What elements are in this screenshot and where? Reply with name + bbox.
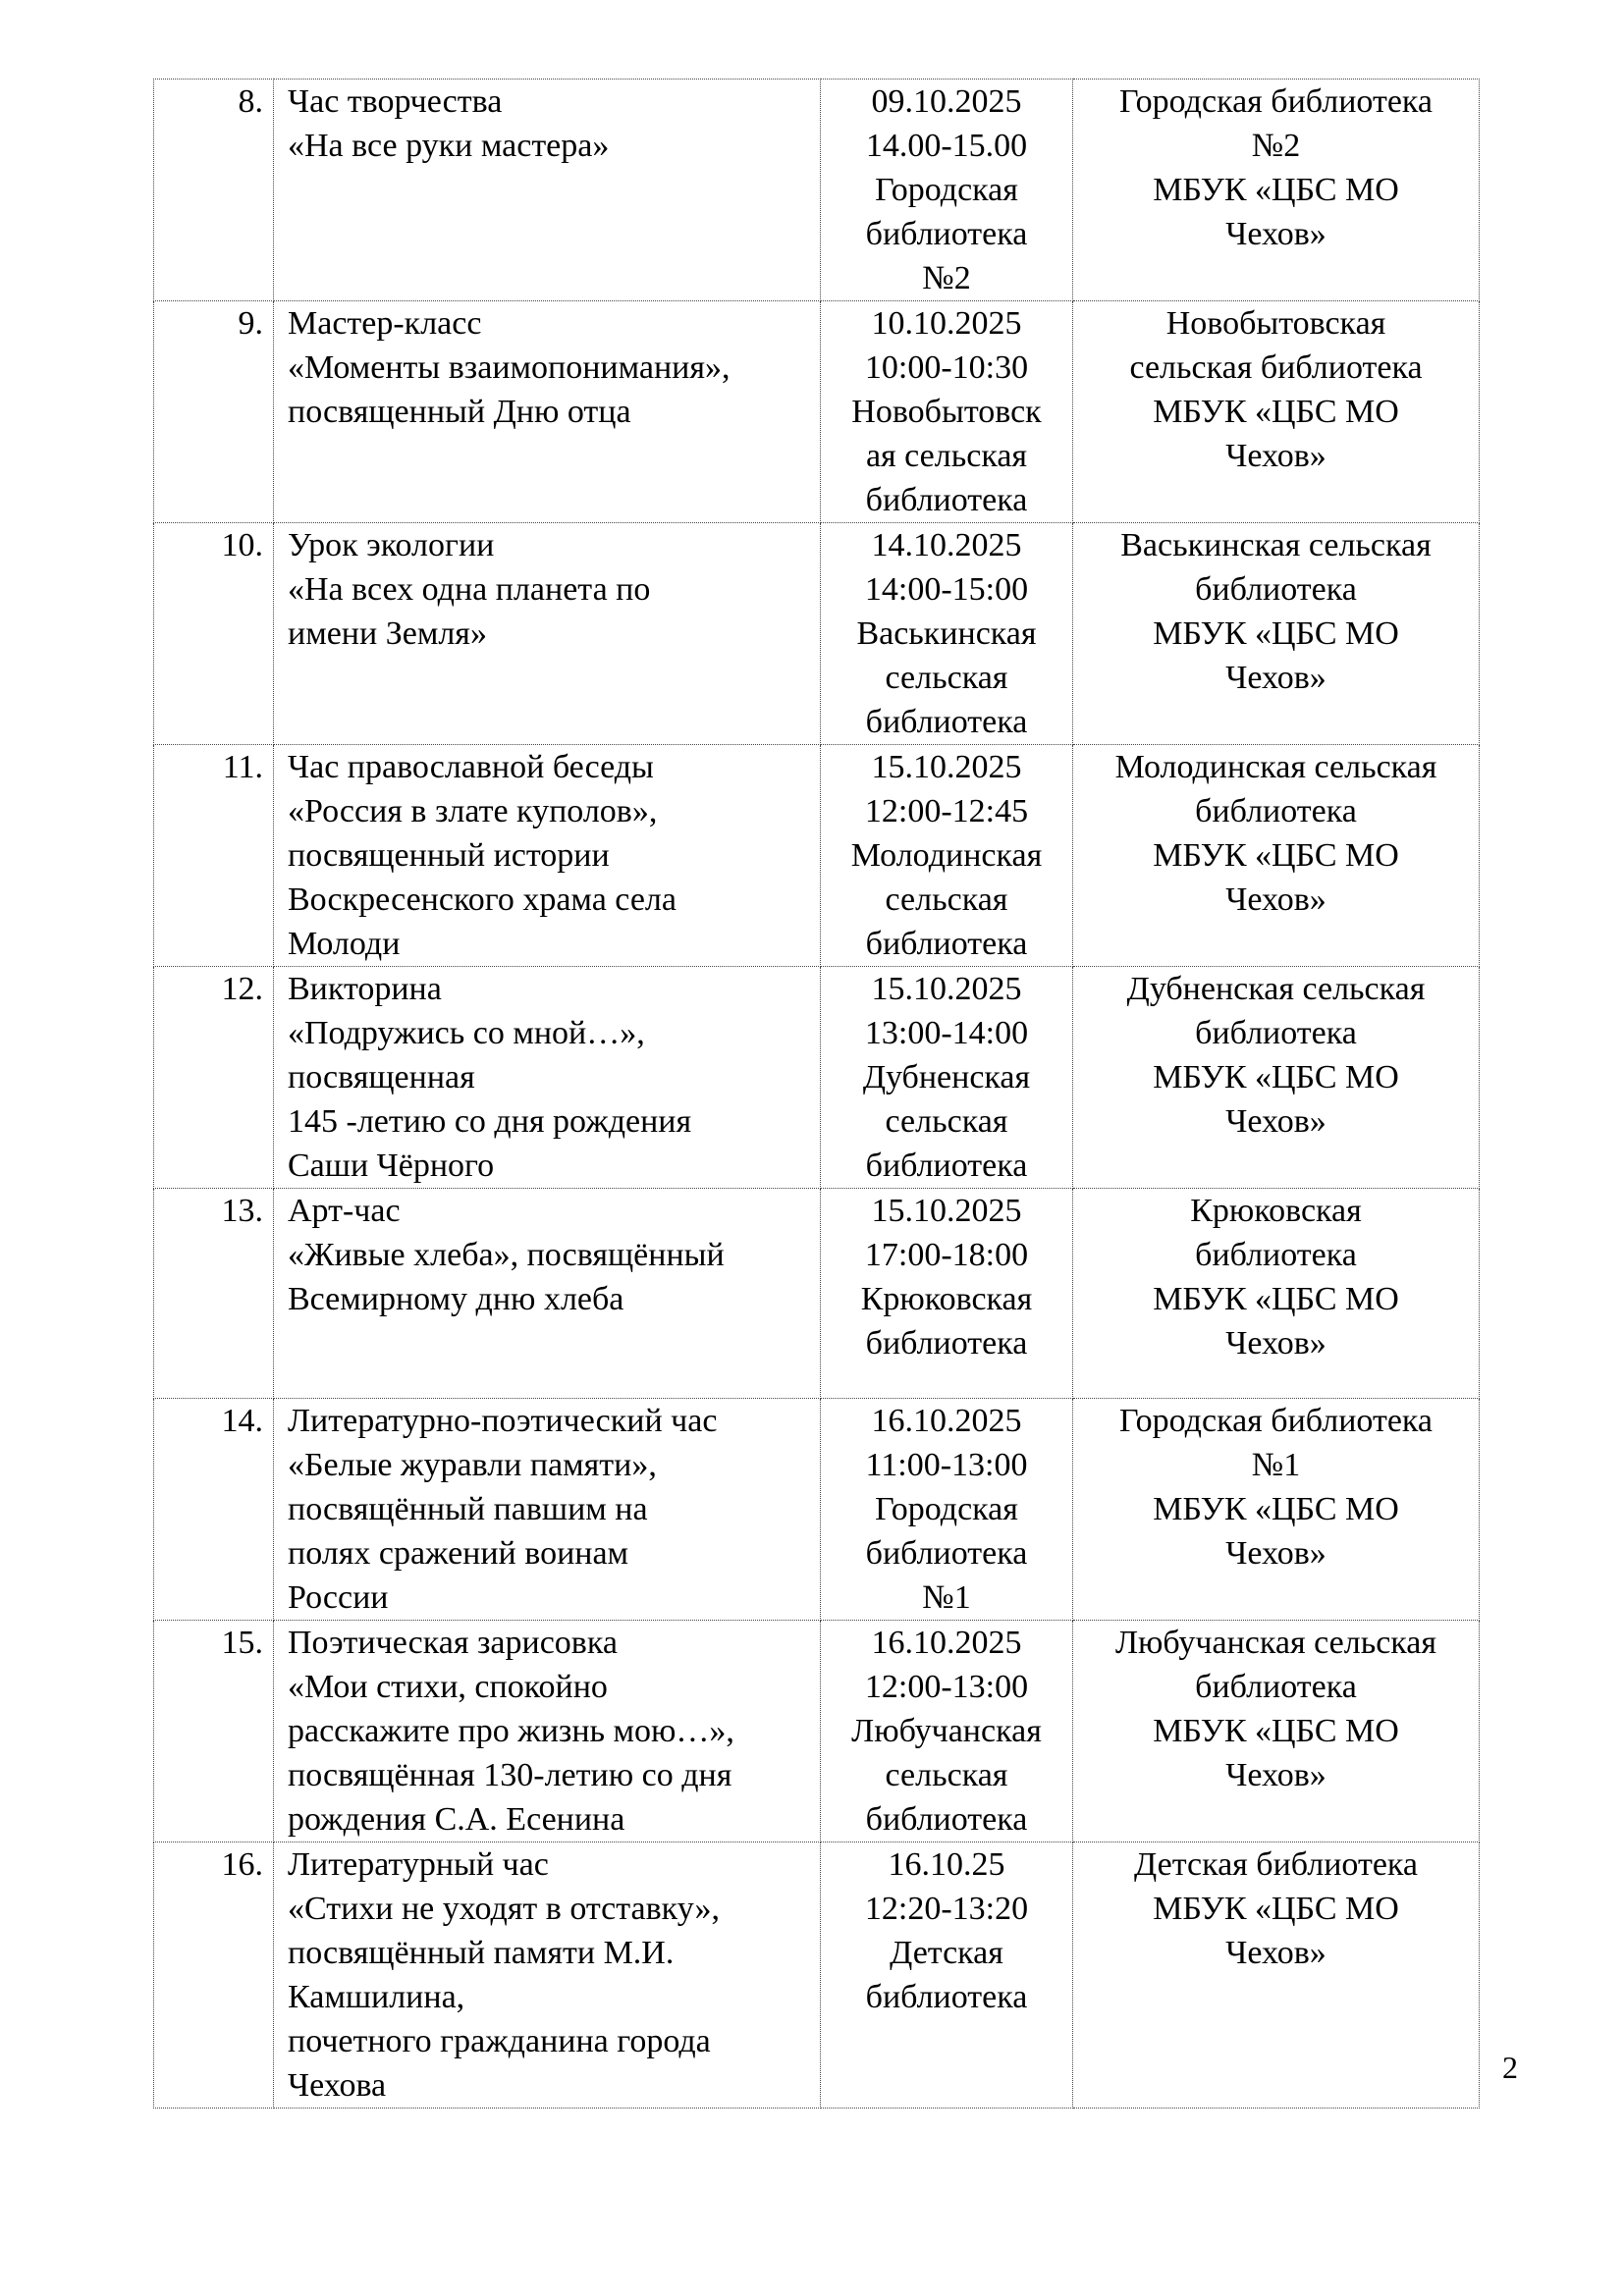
event-title-cell bbox=[274, 301, 821, 523]
event-datetime-line: №1 bbox=[922, 1579, 971, 1616]
event-datetime-line: Городская bbox=[875, 172, 1018, 208]
event-title-line: Камшилина, bbox=[288, 1979, 465, 2015]
event-title-line: полях сражений воинам bbox=[288, 1535, 629, 1572]
event-title-line: почетного гражданина города bbox=[288, 2023, 711, 2059]
event-title-line: «Подружись со мной…», bbox=[288, 1015, 645, 1051]
event-datetime-line: библиотека bbox=[865, 1325, 1028, 1362]
organizer-cell bbox=[1073, 80, 1480, 301]
organizer-line: Чехов» bbox=[1225, 881, 1326, 918]
event-datetime-line: Крюковская bbox=[860, 1281, 1033, 1317]
row-number: 9. bbox=[154, 301, 274, 523]
row-number: 16. bbox=[154, 1842, 274, 2109]
event-title-cell bbox=[274, 967, 821, 1189]
event-datetime-line: 15.10.2025 bbox=[871, 1193, 1022, 1229]
organizer-line: библиотека bbox=[1195, 1237, 1357, 1273]
event-datetime-line: №2 bbox=[922, 260, 971, 296]
organizer-cell bbox=[1073, 1842, 1480, 2109]
organizer-line: Новобытовская bbox=[1165, 305, 1386, 342]
row-number: 8. bbox=[154, 80, 274, 301]
event-datetime-line: сельская bbox=[885, 660, 1008, 696]
event-datetime-line: 12:20-13:20 bbox=[864, 1891, 1029, 1927]
table-row bbox=[154, 1842, 1480, 2109]
table-row bbox=[154, 80, 1480, 301]
organizer-line: МБУК «ЦБС МО bbox=[1153, 172, 1399, 208]
event-datetime-line: сельская bbox=[885, 1103, 1008, 1140]
event-title-line: Час православной беседы bbox=[288, 749, 654, 785]
organizer-line: Городская библиотека bbox=[1118, 1403, 1433, 1439]
event-datetime-cell bbox=[821, 1842, 1073, 2109]
event-datetime-cell bbox=[821, 80, 1073, 301]
event-datetime-line: 17:00-18:00 bbox=[864, 1237, 1029, 1273]
event-datetime-line: Любучанская bbox=[851, 1713, 1042, 1749]
event-title-cell bbox=[274, 1621, 821, 1842]
organizer-line: Городская библиотека bbox=[1118, 83, 1433, 120]
organizer-line: библиотека bbox=[1195, 1015, 1357, 1051]
event-title-line: Час творчества bbox=[288, 83, 503, 120]
organizer-cell bbox=[1073, 301, 1480, 523]
event-datetime-line: Детская bbox=[890, 1935, 1003, 1971]
table-row bbox=[154, 745, 1480, 967]
row-number: 15. bbox=[154, 1621, 274, 1842]
organizer-cell bbox=[1073, 967, 1480, 1189]
event-datetime-line: библиотека bbox=[865, 1979, 1028, 2015]
event-datetime-line: Городская bbox=[875, 1491, 1018, 1527]
event-datetime-line: Новобытовск bbox=[851, 394, 1042, 430]
organizer-line: №1 bbox=[1251, 1447, 1301, 1483]
event-title-line: имени Земля» bbox=[288, 615, 487, 652]
row-number: 13. bbox=[154, 1189, 274, 1399]
events-table bbox=[153, 79, 1480, 2109]
event-datetime-line: библиотека bbox=[865, 1148, 1028, 1184]
event-title-cell bbox=[274, 80, 821, 301]
organizer-line: библиотека bbox=[1195, 571, 1357, 608]
event-datetime-cell bbox=[821, 967, 1073, 1189]
organizer-line: МБУК «ЦБС МО bbox=[1153, 1059, 1399, 1095]
event-title-line: Саши Чёрного bbox=[288, 1148, 495, 1184]
event-title-line: «Стихи не уходят в отставку», bbox=[288, 1891, 721, 1927]
event-title-line: посвящённая 130-летию со дня bbox=[288, 1757, 732, 1793]
organizer-line: №2 bbox=[1251, 128, 1301, 164]
event-title-line: Поэтическая зарисовка bbox=[288, 1625, 618, 1661]
organizer-line: Молодинская сельская bbox=[1114, 749, 1437, 785]
event-title-line: расскажите про жизнь мою…», bbox=[288, 1713, 734, 1749]
organizer-line: МБУК «ЦБС МО bbox=[1153, 1713, 1399, 1749]
organizer-line: Любучанская сельская bbox=[1114, 1625, 1437, 1661]
organizer-line: Чехов» bbox=[1225, 1535, 1326, 1572]
event-datetime-line: 15.10.2025 bbox=[871, 749, 1022, 785]
event-title-line: «Белые журавли памяти», bbox=[288, 1447, 657, 1483]
organizer-line: Чехов» bbox=[1225, 1757, 1326, 1793]
event-datetime-line: ая сельская bbox=[865, 438, 1028, 474]
row-number: 10. bbox=[154, 523, 274, 745]
organizer-line: МБУК «ЦБС МО bbox=[1153, 1891, 1399, 1927]
organizer-line: Детская библиотека bbox=[1134, 1846, 1418, 1883]
event-title-line: Урок экологии bbox=[288, 527, 495, 563]
organizer-line: Чехов» bbox=[1225, 1103, 1326, 1140]
event-datetime-cell bbox=[821, 1399, 1073, 1621]
event-datetime-line: Дубненская bbox=[862, 1059, 1031, 1095]
event-datetime-line: библиотека bbox=[865, 1801, 1028, 1838]
organizer-line: Чехов» bbox=[1225, 1935, 1326, 1971]
organizer-line: Чехов» bbox=[1225, 1325, 1326, 1362]
event-title-line: Литературно-поэтический час bbox=[288, 1403, 718, 1439]
event-title-line: «Россия в злате куполов», bbox=[288, 793, 658, 829]
organizer-cell bbox=[1073, 523, 1480, 745]
event-datetime-line: 13:00-14:00 bbox=[864, 1015, 1029, 1051]
event-datetime-line: библиотека bbox=[865, 926, 1028, 962]
organizer-line: Васькинская сельская bbox=[1120, 527, 1432, 563]
event-title-line: Арт-час bbox=[288, 1193, 401, 1229]
event-datetime-line: библиотека bbox=[865, 1535, 1028, 1572]
organizer-line: Чехов» bbox=[1225, 438, 1326, 474]
organizer-line: Чехов» bbox=[1225, 216, 1326, 252]
event-datetime-cell bbox=[821, 1189, 1073, 1399]
organizer-line: МБУК «ЦБС МО bbox=[1153, 394, 1399, 430]
event-title-line: Воскресенского храма села bbox=[288, 881, 677, 918]
event-title-line: посвящённый памяти М.И. bbox=[288, 1935, 675, 1971]
event-datetime-line: 11:00-13:00 bbox=[865, 1447, 1028, 1483]
organizer-line: Крюковская bbox=[1190, 1193, 1362, 1229]
event-datetime-line: Васькинская bbox=[856, 615, 1037, 652]
event-title-cell bbox=[274, 1399, 821, 1621]
event-datetime-cell bbox=[821, 745, 1073, 967]
table-row bbox=[154, 301, 1480, 523]
event-datetime-line: 14:00-15:00 bbox=[864, 571, 1029, 608]
event-datetime-line: 16.10.25 bbox=[888, 1846, 1005, 1883]
event-datetime-cell bbox=[821, 1621, 1073, 1842]
event-datetime-cell bbox=[821, 301, 1073, 523]
event-datetime-line: 12:00-12:45 bbox=[864, 793, 1029, 829]
event-title-line: «На все руки мастера» bbox=[288, 128, 610, 164]
table-row bbox=[154, 1399, 1480, 1621]
organizer-line: Дубненская сельская bbox=[1126, 971, 1426, 1007]
event-datetime-line: 16.10.2025 bbox=[871, 1403, 1022, 1439]
table-row bbox=[154, 523, 1480, 745]
organizer-cell bbox=[1073, 1189, 1480, 1399]
organizer-cell bbox=[1073, 745, 1480, 967]
table-row bbox=[154, 1621, 1480, 1842]
event-datetime-line: 14.00-15.00 bbox=[865, 128, 1028, 164]
organizer-cell bbox=[1073, 1399, 1480, 1621]
event-datetime-line: библиотека bbox=[865, 482, 1028, 518]
organizer-line: сельская библиотека bbox=[1129, 349, 1423, 386]
event-datetime-line: библиотека bbox=[865, 216, 1028, 252]
table-row bbox=[154, 1189, 1480, 1399]
event-title-line: «Живые хлеба», посвящённый bbox=[288, 1237, 725, 1273]
event-datetime-line: библиотека bbox=[865, 704, 1028, 740]
event-title-line: посвященный истории bbox=[288, 837, 610, 874]
event-datetime-line: 09.10.2025 bbox=[871, 83, 1022, 120]
event-datetime-line: сельская bbox=[885, 881, 1008, 918]
event-title-line: Мастер-класс bbox=[288, 305, 482, 342]
event-title-line: «Мои стихи, спокойно bbox=[288, 1669, 608, 1705]
event-datetime-line: 15.10.2025 bbox=[871, 971, 1022, 1007]
event-title-line: посвящённый павшим на bbox=[288, 1491, 648, 1527]
event-title-cell bbox=[274, 1842, 821, 2109]
event-title-line: 145 -летию со дня рождения bbox=[288, 1103, 692, 1140]
event-datetime-line: 12:00-13:00 bbox=[864, 1669, 1029, 1705]
event-datetime-line: сельская bbox=[885, 1757, 1008, 1793]
organizer-line: Чехов» bbox=[1225, 660, 1326, 696]
event-title-line: Викторина bbox=[288, 971, 442, 1007]
event-datetime-cell bbox=[821, 523, 1073, 745]
event-datetime-line: Молодинская bbox=[850, 837, 1043, 874]
event-title-cell bbox=[274, 1189, 821, 1399]
page-number: 2 bbox=[1502, 2050, 1518, 2085]
organizer-cell bbox=[1073, 1621, 1480, 1842]
event-title-line: посвященный Дню отца bbox=[288, 394, 631, 430]
event-title-line: Всемирному дню хлеба bbox=[288, 1281, 624, 1317]
events-table-body bbox=[154, 80, 1480, 2109]
event-datetime-line: 14.10.2025 bbox=[871, 527, 1022, 563]
event-title-cell bbox=[274, 523, 821, 745]
event-title-line: России bbox=[288, 1579, 389, 1616]
event-title-line: «На всех одна планета по bbox=[288, 571, 651, 608]
row-number: 14. bbox=[154, 1399, 274, 1621]
organizer-line: библиотека bbox=[1195, 1669, 1357, 1705]
event-title-line: «Моменты взаимопонимания», bbox=[288, 349, 731, 386]
event-title-line: рождения С.А. Есенина bbox=[288, 1801, 625, 1838]
row-number: 12. bbox=[154, 967, 274, 1189]
event-datetime-line: 10.10.2025 bbox=[871, 305, 1022, 342]
organizer-line: МБУК «ЦБС МО bbox=[1153, 1491, 1399, 1527]
event-datetime-line: 10:00-10:30 bbox=[864, 349, 1029, 386]
organizer-line: библиотека bbox=[1195, 793, 1357, 829]
event-datetime-line: 16.10.2025 bbox=[871, 1625, 1022, 1661]
event-title-cell bbox=[274, 745, 821, 967]
organizer-line: МБУК «ЦБС МО bbox=[1153, 615, 1399, 652]
table-row bbox=[154, 967, 1480, 1189]
event-title-line: Чехова bbox=[288, 2067, 387, 2104]
organizer-line: МБУК «ЦБС МО bbox=[1153, 837, 1399, 874]
event-title-line: Литературный час bbox=[288, 1846, 549, 1883]
event-title-line: посвященная bbox=[288, 1059, 475, 1095]
organizer-line: МБУК «ЦБС МО bbox=[1153, 1281, 1399, 1317]
event-title-line: Молоди bbox=[288, 926, 401, 962]
row-number: 11. bbox=[154, 745, 274, 967]
